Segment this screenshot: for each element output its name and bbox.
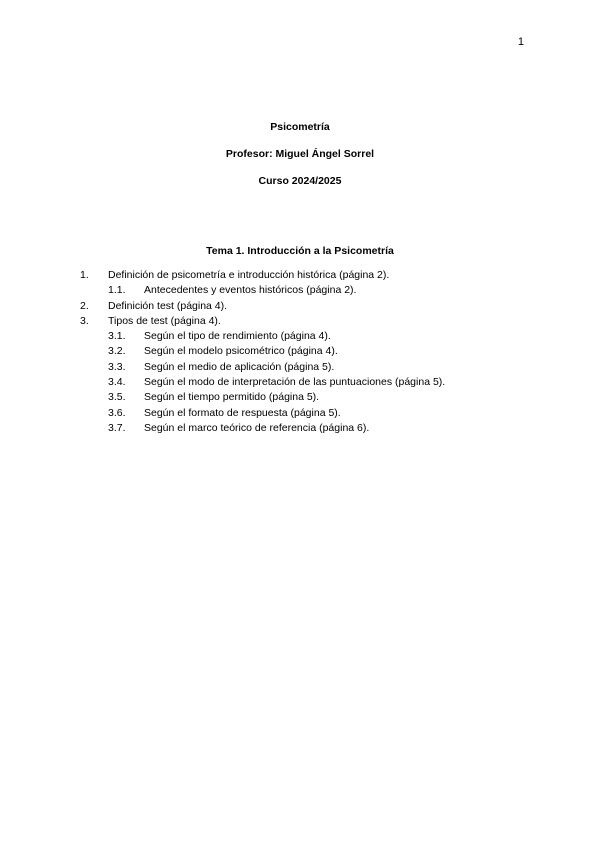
toc-item-number: 3.7. <box>108 421 126 434</box>
toc-item-number: 3. <box>80 314 89 327</box>
toc-item <box>0 314 600 329</box>
toc-subitem <box>0 375 600 390</box>
toc-item-text: Según el tiempo permitido (página 5). <box>144 391 320 404</box>
toc-item-number: 2. <box>80 299 89 312</box>
toc-item-number: 3.6. <box>108 406 126 419</box>
toc-subitem <box>0 360 600 375</box>
toc-item-number: 3.5. <box>108 391 126 404</box>
toc-item-text: Según el modo de interpretación de las puntuaciones (página 5). <box>144 376 446 389</box>
toc-subitem <box>0 283 600 298</box>
toc-item-number: 3.3. <box>108 360 126 373</box>
toc-subitem <box>0 329 600 344</box>
toc-item-number: 1. <box>80 269 89 281</box>
toc-subitem <box>0 421 600 436</box>
toc-item-number: 3.4. <box>108 376 126 389</box>
toc-item-text: Definición de psicometría e introducción histórica (página 2). <box>108 269 390 281</box>
course-title: Psicometría <box>270 121 330 133</box>
toc-item-text: Según el formato de respuesta (página 5). <box>144 406 341 419</box>
section-heading: Tema 1. Introducción a la Psicometría <box>206 245 394 257</box>
toc-item-text: Antecedentes y eventos históricos (página 2). <box>144 284 357 297</box>
toc-item-text: Definición test (página 4). <box>108 299 228 312</box>
toc-subitem <box>0 406 600 421</box>
toc-item-text: Según el modelo psicométrico (página 4). <box>144 345 338 358</box>
course-year: Curso 2024/2025 <box>258 175 342 187</box>
toc-item-text: Según el marco teórico de referencia (página 6). <box>144 421 370 434</box>
professor-line: Profesor: Miguel Ángel Sorrel <box>225 148 375 160</box>
toc-item-text: Según el medio de aplicación (página 5). <box>144 360 335 373</box>
toc-item <box>0 268 600 283</box>
toc-item <box>0 299 600 314</box>
toc-item-number: 3.1. <box>108 330 126 343</box>
toc-item-number: 1.1. <box>108 284 126 297</box>
toc-item-number: 3.2. <box>108 345 126 358</box>
page-number: 1 <box>517 36 524 48</box>
toc-item-text: Según el tipo de rendimiento (página 4). <box>144 330 331 343</box>
table-of-contents <box>0 268 600 436</box>
toc-item-text: Tipos de test (página 4). <box>108 314 221 327</box>
toc-subitem <box>0 344 600 359</box>
title-block <box>0 120 600 201</box>
toc-subitem <box>0 390 600 405</box>
